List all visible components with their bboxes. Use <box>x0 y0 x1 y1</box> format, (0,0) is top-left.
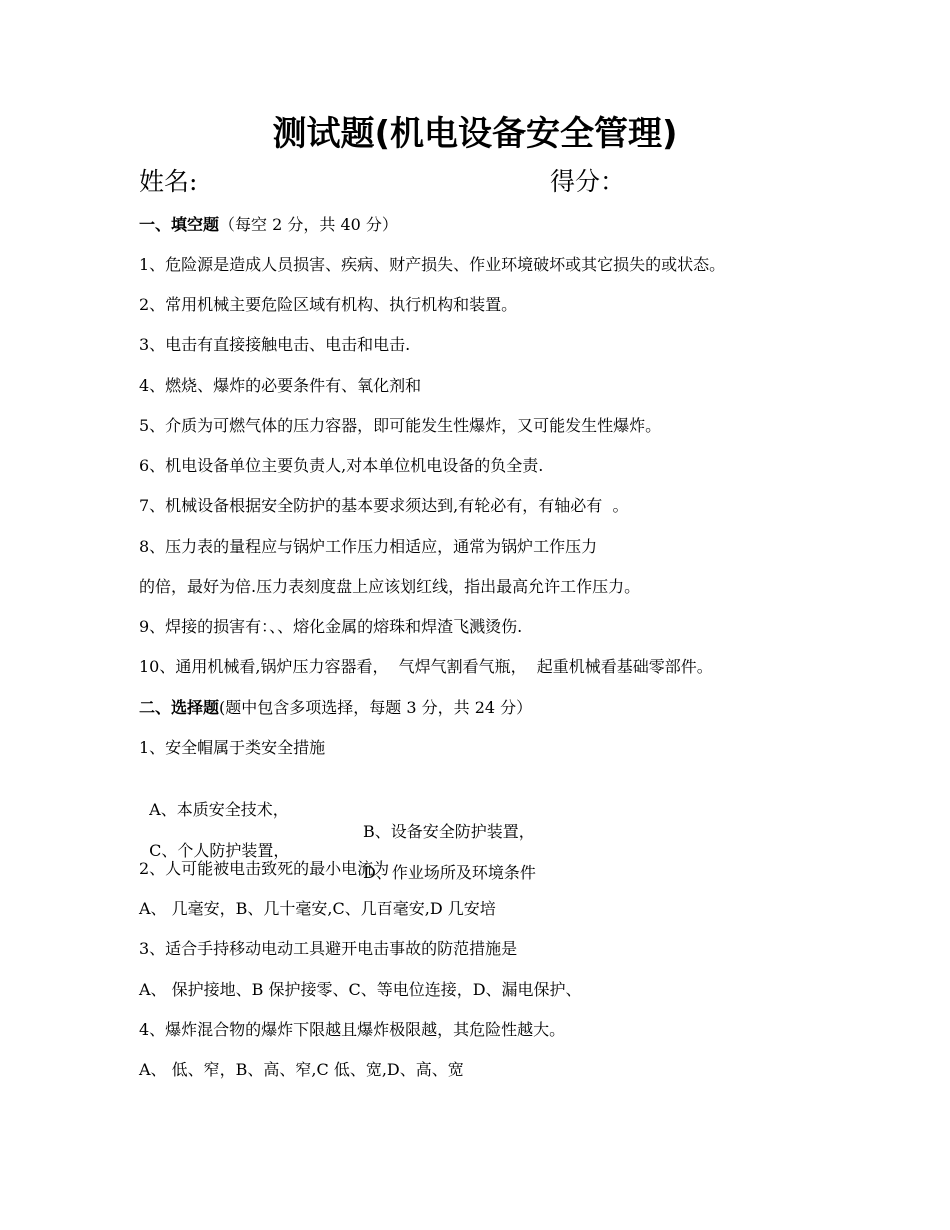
answer-options-row: A、 低、窄，B、高、窄,C 低、宽,D、高、宽 <box>139 1060 464 1079</box>
question-item: 6、机电设备单位主要负责人,对本单位机电设备的负全责. <box>139 456 544 475</box>
question-item: 1、危险源是造成人员损害、疾病、财产损失、作业环境破坏或其它损失的或状态。 <box>139 255 726 274</box>
name-label: 姓名: <box>139 167 198 196</box>
option-d: D、作业场所及环境条件 <box>363 863 536 882</box>
question-text: 1、安全帽属于类安全措施 <box>139 738 326 757</box>
section-label: 一、填空题 <box>139 215 220 234</box>
question-item: 8、压力表的量程应与锅炉工作压力相适应，通常为锅炉工作压力 <box>139 537 598 556</box>
question-text: 3、适合手持移动电动工具避开电击事故的防范措施是 <box>139 939 518 958</box>
question-item: 5、介质为可燃气体的压力容器，即可能发生性爆炸，又可能发生性爆炸。 <box>139 416 662 435</box>
question-item: 9、焊接的损害有：、、熔化金属的熔珠和焊渣飞溅烫伤. <box>139 617 523 636</box>
answer-options-row: A、 保护接地、B 保护接零、C、等电位连接，D、漏电保护、 <box>139 980 582 999</box>
question-item: 7、机械设备根据安全防护的基本要求须达到,有轮必有，有轴必有 。 <box>139 496 629 515</box>
question-item: 3、电击有直接接触电击、电击和电击. <box>139 335 411 354</box>
section-note: （每空 2 分，共 40 分） <box>219 215 398 234</box>
question-text: 4、爆炸混合物的爆炸下限越且爆炸极限越，其危险性越大。 <box>139 1020 566 1039</box>
option-c: C、个人防护装置， <box>149 841 290 860</box>
section-note: (题中包含多项选择，每题 3 分，共 24 分） <box>219 698 533 717</box>
section-heading-multiple-choice <box>139 697 532 719</box>
question-text: 2、人可能被电击致死的最小电流为 <box>139 859 390 878</box>
question-item: 2、常用机械主要危险区域有机构、执行机构和装置。 <box>139 295 518 314</box>
question-item: 10、通用机械看,锅炉压力容器看， 气焊气割看气瓶， 起重机械看基础零部件。 <box>139 657 713 676</box>
section-heading-fill-blank <box>139 214 398 236</box>
question-item-continuation: 的倍，最好为倍.压力表刻度盘上应该划红线，指出最高允许工作压力。 <box>139 577 641 596</box>
question-item: 4、燃烧、爆炸的必要条件有、氧化剂和 <box>139 376 422 395</box>
section-label: 二、选择题 <box>139 698 220 717</box>
score-label: 得分： <box>550 167 626 196</box>
option-b: B、设备安全防护装置， <box>363 822 535 841</box>
option-a: A、本质安全技术， <box>149 800 289 819</box>
answer-options-row: A、 几毫安，B、几十毫安,C、几百毫安,D 几安培 <box>139 899 496 918</box>
page-title: 测试题(机电设备安全管理) <box>272 114 678 154</box>
